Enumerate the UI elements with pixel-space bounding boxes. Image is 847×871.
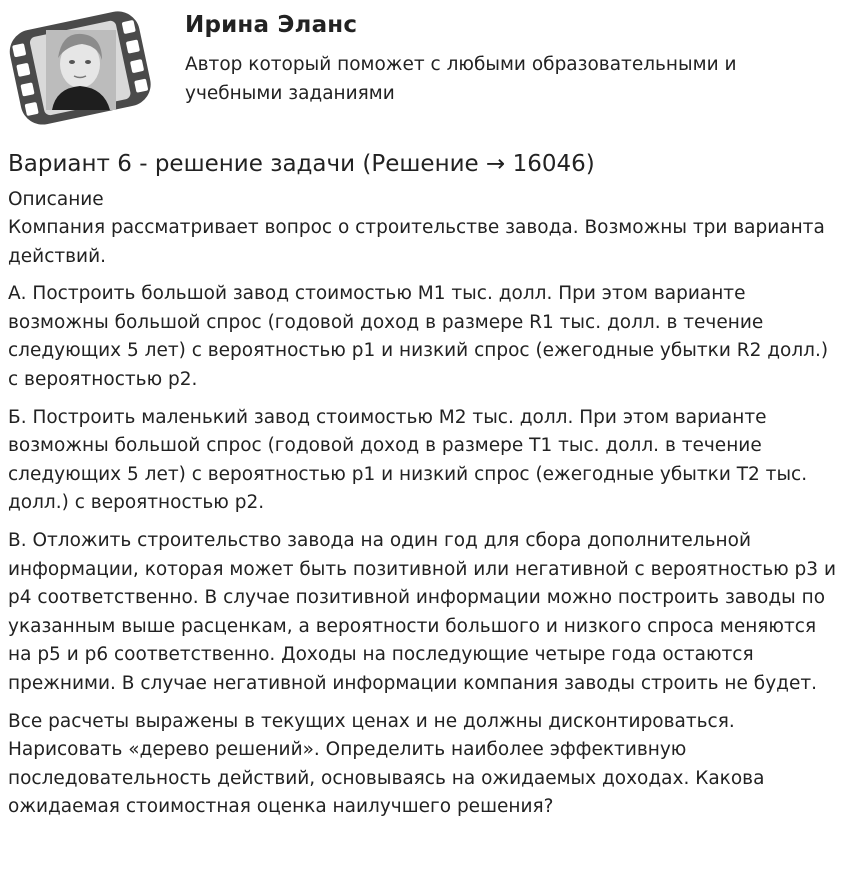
film-reel-avatar-image: [6, 6, 154, 128]
task-paragraph-option-a: А. Построить большой завод стоимостью M1 тыс. долл. При этом варианте возможны большой спрос (годовой доход в размере R1 тыс. долл. в течение следующих 5 лет) с вероятностью p1 и низкий спрос (ежегодные убытки R2 долл.) с вероятностью p2.: [8, 283, 829, 390]
task-title: Вариант 6 - решение задачи (Решение → 16046): [8, 151, 595, 177]
task-paragraph-intro: Компания рассматривает вопрос о строительстве завода. Возможны три варианта действий.: [8, 217, 825, 267]
author-description: Автор который поможет с любыми образовательными и учебными заданиями: [185, 54, 737, 104]
author-avatar: [6, 6, 154, 128]
author-header: [0, 0, 847, 132]
task-paragraph-question: Все расчеты выражены в текущих ценах и не должны дисконтироваться. Нарисовать «дерево решений». Определить наиболее эффективную последовательность действий, основываясь на ожидаемых доходах. Какова ожидаемая стоимостная оценка наилучшего решения?: [8, 710, 765, 818]
description-label: Описание: [8, 189, 104, 210]
task-paragraph-option-c: В. Отложить строительство завода на один год для сбора дополнительной информации, которая может быть позитивной или негативной с вероятностью p3 и p4 соответственно. В случае позитивной информации можно построить заводы по указанным выше расценкам, а вероятности большого и низкого спроса меняются на p5 и p6 соответственно. Доходы на последующие четыре года остаются прежними. В случае негативной информации компания заводы строить не будет.: [8, 529, 836, 694]
task-paragraph-option-b: Б. Построить маленький завод стоимостью M2 тыс. долл. При этом варианте возможны большой спрос (годовой доход в размере T1 тыс. долл. в течение следующих 5 лет) с вероятностью p1 и низкий спрос (ежегодные убытки T2 тыс. долл.) с вероятностью p2.: [8, 406, 808, 514]
author-name: Ирина Эланс: [185, 12, 358, 38]
task-content: [8, 148, 838, 831]
